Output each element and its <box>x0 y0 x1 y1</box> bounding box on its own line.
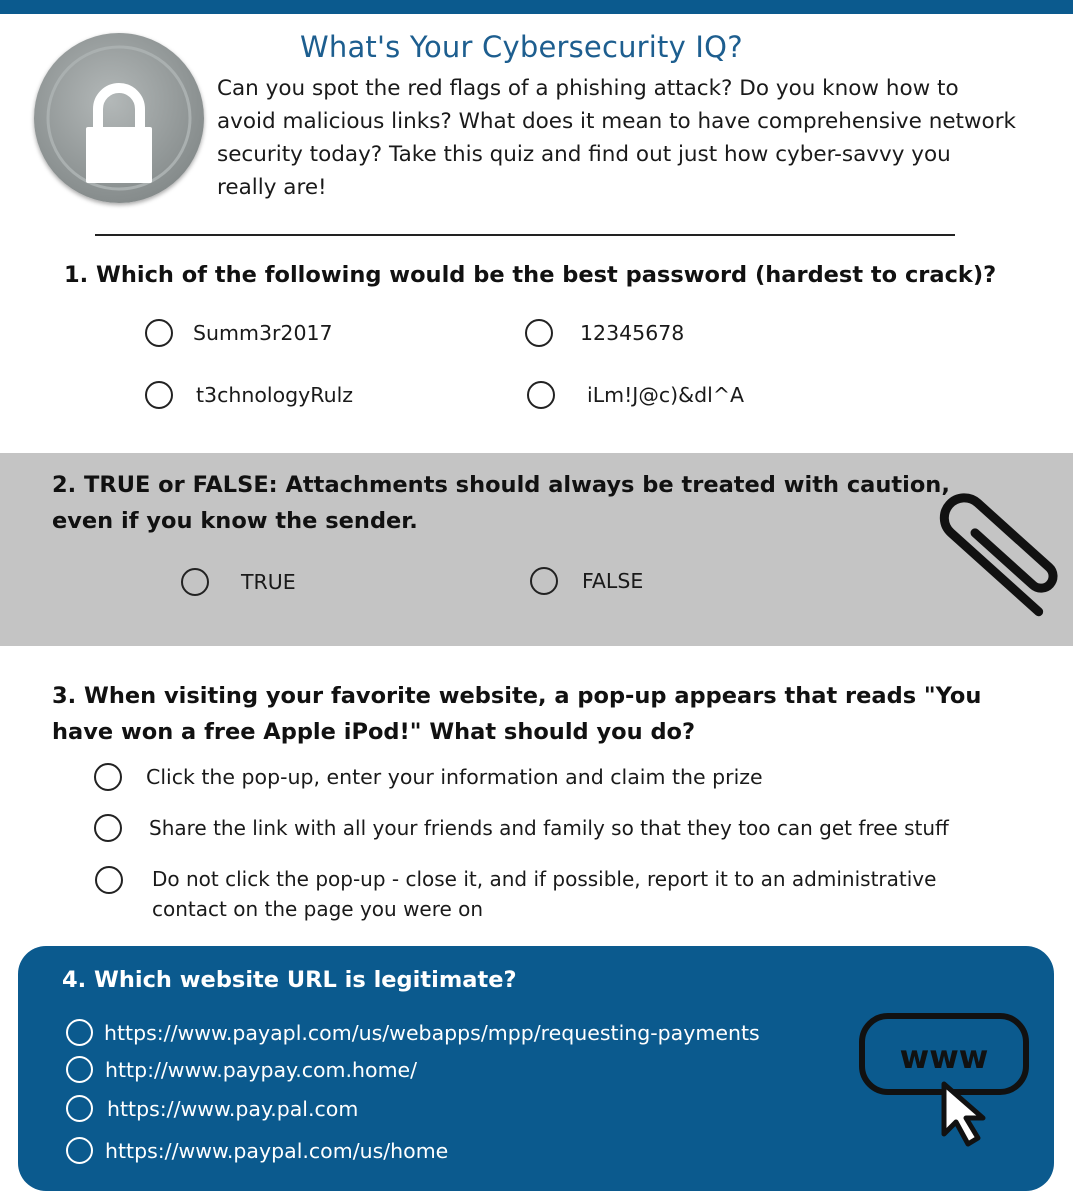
radio-button[interactable] <box>66 1137 93 1164</box>
q4-option-4[interactable] <box>66 1137 448 1164</box>
top-accent-bar <box>0 0 1073 14</box>
option-label: https://www.pay.pal.com <box>107 1096 359 1121</box>
q4-option-3[interactable] <box>66 1095 358 1122</box>
radio-button[interactable] <box>145 381 173 409</box>
option-label: Click the pop-up, enter your information and claim the prize <box>146 765 763 789</box>
option-label: FALSE <box>582 569 644 593</box>
radio-button[interactable] <box>95 866 123 894</box>
option-label: http://www.paypay.com.home/ <box>105 1057 418 1082</box>
header-divider <box>95 234 955 236</box>
option-label: Share the link with all your friends and family so that they too can get free stuff <box>149 816 949 840</box>
option-label: https://www.paypal.com/us/home <box>105 1138 449 1163</box>
www-label: www <box>899 1038 989 1076</box>
q4-option-1[interactable] <box>66 1019 760 1046</box>
question-2-text: 2. TRUE or FALSE: Attachments should always be treated with caution, even if you know the sender. <box>52 472 950 534</box>
option-label: https://www.payapl.com/us/webapps/mpp/requesting-payments <box>104 1020 760 1045</box>
intro-paragraph: Can you spot the red flags of a phishing attack? Do you know how to avoid malicious links? What does it mean to have comprehensive network security today? Take this quiz and find out just how cyber-savvy you really are! <box>217 76 1017 200</box>
q3-option-1[interactable] <box>94 763 763 791</box>
radio-button[interactable] <box>66 1019 93 1046</box>
question-1-text: 1. Which of the following would be the best password (hardest to crack)? <box>64 262 997 288</box>
radio-button[interactable] <box>527 381 555 409</box>
radio-button[interactable] <box>181 568 209 596</box>
www-cursor-icon <box>858 1012 1033 1147</box>
q1-option-4[interactable] <box>527 381 744 409</box>
lock-icon <box>34 33 204 203</box>
option-label: 12345678 <box>580 321 685 345</box>
question-3-text: 3. When visiting your favorite website, a pop-up appears that reads "You have won a free Apple iPod!" What should you do? <box>52 683 982 745</box>
option-label: TRUE <box>241 570 296 594</box>
option-label: Do not click the pop-up - close it, and if possible, report it to an administrative contact on the page you were on <box>152 867 937 921</box>
q1-option-2[interactable] <box>525 319 684 347</box>
radio-button[interactable] <box>525 319 553 347</box>
radio-button[interactable] <box>66 1056 93 1083</box>
paperclip-icon <box>928 470 1073 630</box>
q2-option-false[interactable] <box>530 567 643 595</box>
lock-badge <box>34 33 204 203</box>
radio-button[interactable] <box>94 763 122 791</box>
page-title: What's Your Cybersecurity IQ? <box>300 30 743 64</box>
q1-option-3[interactable] <box>145 381 353 409</box>
radio-button[interactable] <box>145 319 173 347</box>
radio-button[interactable] <box>66 1095 93 1122</box>
option-label: iLm!J@c)&dl^A <box>587 383 745 407</box>
q3-option-2[interactable] <box>94 814 949 842</box>
q2-option-true[interactable] <box>181 568 296 596</box>
radio-button[interactable] <box>530 567 558 595</box>
q3-option-3[interactable] <box>95 864 1012 924</box>
option-label: t3chnologyRulz <box>196 383 354 407</box>
q1-option-1[interactable] <box>145 319 333 347</box>
radio-button[interactable] <box>94 814 122 842</box>
question-4-text: 4. Which website URL is legitimate? <box>62 967 517 993</box>
q4-option-2[interactable] <box>66 1056 417 1083</box>
option-label: Summ3r2017 <box>193 321 333 345</box>
